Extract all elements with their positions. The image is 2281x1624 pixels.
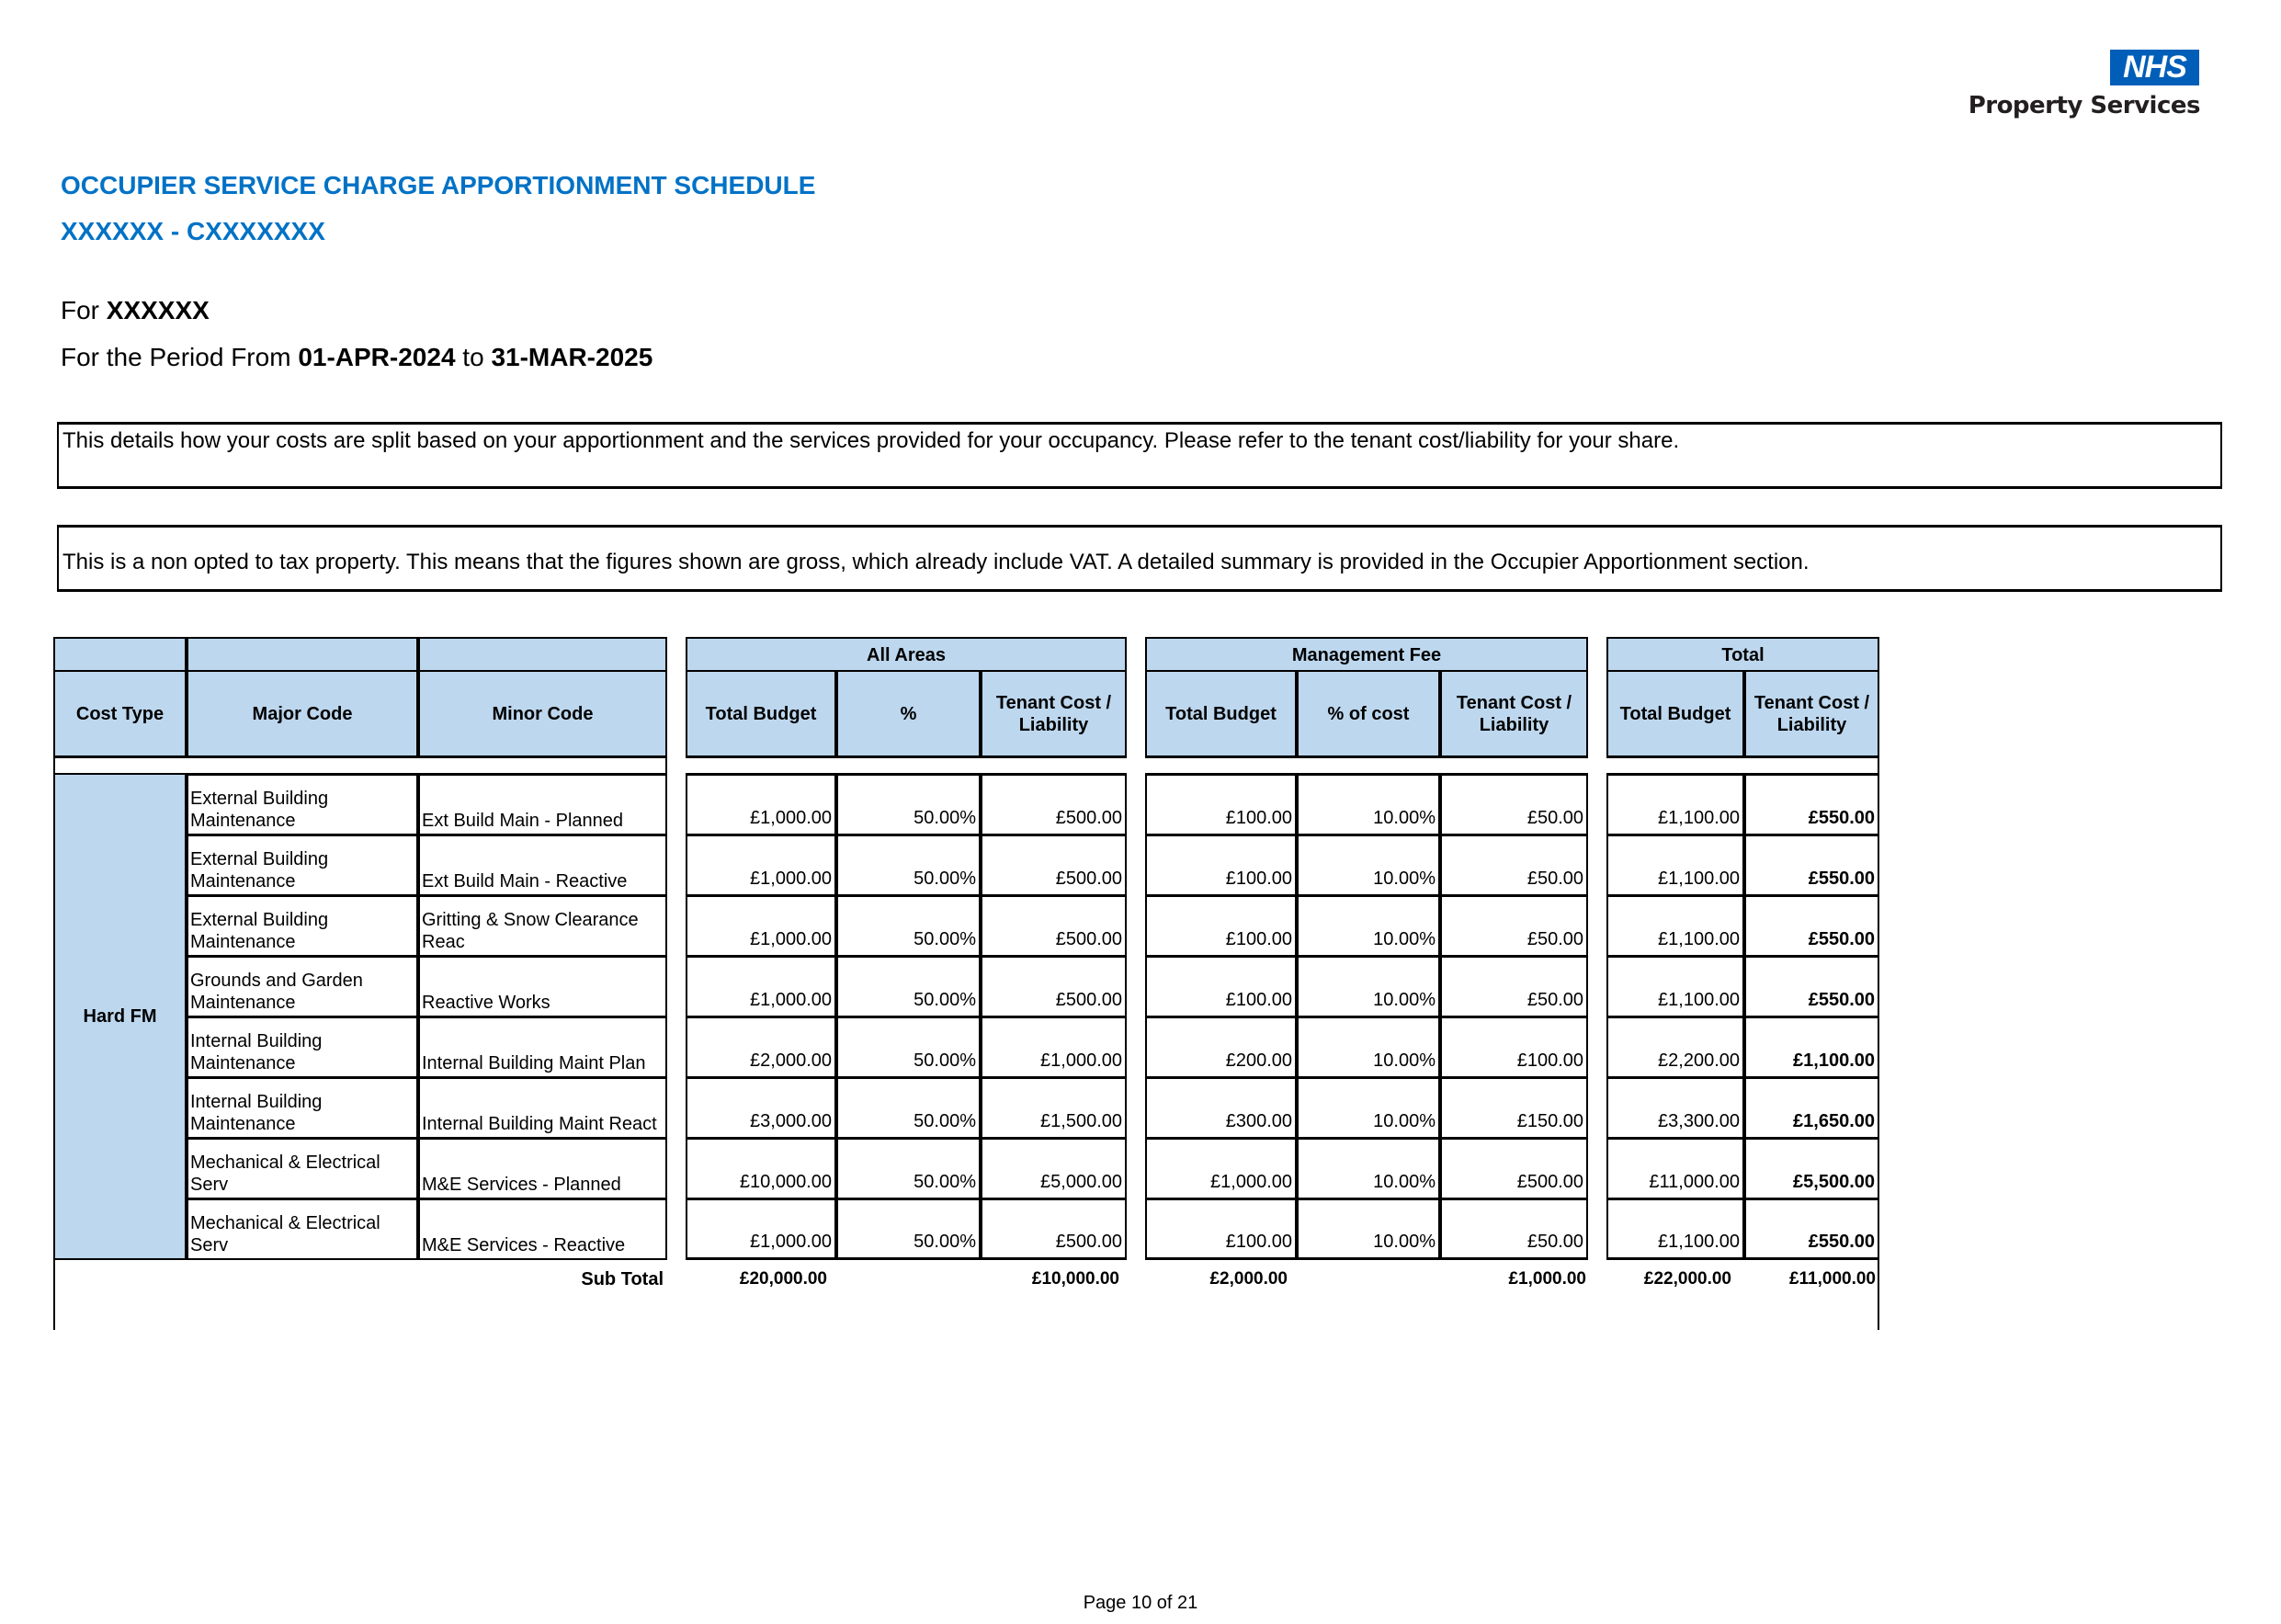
total-tenant-cost-cell: £550.00 — [1744, 834, 1879, 896]
column-header-mf-tenant-cost: Tenant Cost / Liability — [1440, 670, 1588, 758]
all-areas-total-budget-cell: £3,000.00 — [686, 1076, 836, 1139]
all-areas-percent-cell: 50.00% — [836, 834, 981, 896]
mgmt-fee-percent-cell: 10.00% — [1297, 834, 1440, 896]
period-from: 01-APR-2024 — [298, 343, 456, 371]
mgmt-fee-total-budget-cell: £100.00 — [1145, 834, 1297, 896]
mgmt-fee-tenant-cost-cell: £50.00 — [1440, 955, 1588, 1017]
subtotal-right-border — [1878, 1260, 1879, 1330]
major-code-cell: External Building Maintenance — [187, 894, 418, 957]
subtotal-all-areas-budget: £20,000.00 — [739, 1269, 827, 1289]
minor-code-cell: M&E Services - Planned — [418, 1137, 667, 1199]
mgmt-fee-tenant-cost-cell: £50.00 — [1440, 773, 1588, 835]
total-tenant-cost-cell: £550.00 — [1744, 894, 1879, 957]
mgmt-fee-total-budget-cell: £1,000.00 — [1145, 1137, 1297, 1199]
all-areas-total-budget-cell: £1,000.00 — [686, 955, 836, 1017]
all-areas-tenant-cost-cell: £500.00 — [981, 1198, 1127, 1260]
all-areas-tenant-cost-cell: £1,000.00 — [981, 1016, 1127, 1078]
total-budget-cell: £1,100.00 — [1606, 1198, 1744, 1260]
subtotal-total-budget: £22,000.00 — [1643, 1269, 1731, 1289]
all-areas-total-budget-cell: £1,000.00 — [686, 894, 836, 957]
mgmt-fee-percent-cell: 10.00% — [1297, 1016, 1440, 1078]
column-header-aa-percent: % — [836, 670, 981, 758]
total-budget-cell: £1,100.00 — [1606, 773, 1744, 835]
minor-code-cell: Internal Building Maint Plan — [418, 1016, 667, 1078]
all-areas-total-budget-cell: £1,000.00 — [686, 834, 836, 896]
total-tenant-cost-cell: £550.00 — [1744, 955, 1879, 1017]
major-code-cell: External Building Maintenance — [187, 773, 418, 835]
column-header-aa-tenant-cost: Tenant Cost / Liability — [981, 670, 1127, 758]
all-areas-total-budget-cell: £1,000.00 — [686, 773, 836, 835]
all-areas-tenant-cost-cell: £500.00 — [981, 834, 1127, 896]
mgmt-fee-tenant-cost-cell: £150.00 — [1440, 1076, 1588, 1139]
mgmt-fee-percent-cell: 10.00% — [1297, 1137, 1440, 1199]
column-header-minor-code: Minor Code — [418, 670, 667, 758]
for-label: For — [61, 296, 99, 324]
total-budget-cell: £2,200.00 — [1606, 1016, 1744, 1078]
info-note-vat: This is a non opted to tax property. This means that the figures shown are gross, which already include VAT. A detailed summary is provided in the Occupier Apportionment section. — [57, 525, 2222, 592]
mgmt-fee-total-budget-cell: £100.00 — [1145, 955, 1297, 1017]
for-value: XXXXXX — [106, 296, 210, 324]
minor-code-cell: Gritting & Snow Clearance Reac — [418, 894, 667, 957]
total-budget-cell: £11,000.00 — [1606, 1137, 1744, 1199]
all-areas-total-budget-cell: £2,000.00 — [686, 1016, 836, 1078]
total-tenant-cost-cell: £1,650.00 — [1744, 1076, 1879, 1139]
total-budget-cell: £3,300.00 — [1606, 1076, 1744, 1139]
all-areas-percent-cell: 50.00% — [836, 894, 981, 957]
minor-code-cell: M&E Services - Reactive — [418, 1198, 667, 1260]
minor-code-cell: Internal Building Maint React — [418, 1076, 667, 1139]
total-tenant-cost-cell: £5,500.00 — [1744, 1137, 1879, 1199]
logo-text: Property Services — [1968, 92, 2200, 119]
all-areas-tenant-cost-cell: £500.00 — [981, 894, 1127, 957]
major-code-cell: Internal Building Maintenance — [187, 1016, 418, 1078]
total-tenant-cost-cell: £550.00 — [1744, 773, 1879, 835]
major-code-cell: Mechanical & Electrical Serv — [187, 1198, 418, 1260]
all-areas-percent-cell: 50.00% — [836, 955, 981, 1017]
info-note-apportionment: This details how your costs are split based on your apportionment and the services provided for your occupancy. Please refer to the tenant cost/liability for your share. — [57, 422, 2222, 489]
all-areas-tenant-cost-cell: £1,500.00 — [981, 1076, 1127, 1139]
column-header-mf-percent-of-cost: % of cost — [1297, 670, 1440, 758]
mgmt-fee-total-budget-cell: £200.00 — [1145, 1016, 1297, 1078]
all-areas-tenant-cost-cell: £500.00 — [981, 955, 1127, 1017]
subtotal-all-areas-tenant: £10,000.00 — [1031, 1269, 1119, 1289]
mgmt-fee-total-budget-cell: £100.00 — [1145, 894, 1297, 957]
mgmt-fee-percent-cell: 10.00% — [1297, 955, 1440, 1017]
all-areas-tenant-cost-cell: £5,000.00 — [981, 1137, 1127, 1199]
mgmt-fee-percent-cell: 10.00% — [1297, 773, 1440, 835]
page-number: Page 10 of 21 — [1083, 1593, 1198, 1613]
major-code-cell: Mechanical & Electrical Serv — [187, 1137, 418, 1199]
minor-code-cell: Ext Build Main - Reactive — [418, 834, 667, 896]
all-areas-percent-cell: 50.00% — [836, 1016, 981, 1078]
major-code-cell: External Building Maintenance — [187, 834, 418, 896]
group-header-all-areas: All Areas — [686, 637, 1127, 674]
minor-code-cell: Reactive Works — [418, 955, 667, 1017]
column-header-aa-total-budget: Total Budget — [686, 670, 836, 758]
group-header-total: Total — [1606, 637, 1879, 674]
major-code-cell: Internal Building Maintenance — [187, 1076, 418, 1139]
mgmt-fee-tenant-cost-cell: £100.00 — [1440, 1016, 1588, 1078]
column-header-major-code: Major Code — [187, 670, 418, 758]
nhs-logo: NHS — [2110, 50, 2199, 85]
cost-type-cell: Hard FM — [53, 773, 187, 1260]
subtotal-label: Sub Total — [581, 1268, 664, 1289]
period-to: 31-MAR-2025 — [491, 343, 653, 371]
major-code-cell: Grounds and Garden Maintenance — [187, 955, 418, 1017]
total-budget-cell: £1,100.00 — [1606, 834, 1744, 896]
mgmt-fee-tenant-cost-cell: £500.00 — [1440, 1137, 1588, 1199]
header-blank-major — [187, 637, 418, 674]
period-label: For the Period From — [61, 343, 291, 371]
mgmt-fee-total-budget-cell: £100.00 — [1145, 1198, 1297, 1260]
mgmt-fee-percent-cell: 10.00% — [1297, 1198, 1440, 1260]
all-areas-percent-cell: 50.00% — [836, 1076, 981, 1139]
subtotal-mgmt-fee-budget: £2,000.00 — [1209, 1269, 1288, 1289]
header-blank-minor — [418, 637, 667, 674]
page-subtitle: XXXXXX - CXXXXXXX — [61, 217, 325, 245]
total-budget-cell: £1,100.00 — [1606, 894, 1744, 957]
mgmt-fee-tenant-cost-cell: £50.00 — [1440, 894, 1588, 957]
column-header-total-tenant-cost: Tenant Cost / Liability — [1744, 670, 1879, 758]
all-areas-tenant-cost-cell: £500.00 — [981, 773, 1127, 835]
spacer-edge — [1878, 758, 1879, 773]
column-header-cost-type: Cost Type — [53, 670, 187, 758]
period-line — [61, 343, 653, 372]
spacer-row — [53, 758, 667, 773]
all-areas-total-budget-cell: £10,000.00 — [686, 1137, 836, 1199]
total-budget-cell: £1,100.00 — [1606, 955, 1744, 1017]
header-blank-cost-type — [53, 637, 187, 674]
for-line — [61, 296, 210, 325]
page-title: OCCUPIER SERVICE CHARGE APPORTIONMENT SCHEDULE — [61, 171, 816, 199]
mgmt-fee-percent-cell: 10.00% — [1297, 894, 1440, 957]
total-tenant-cost-cell: £550.00 — [1744, 1198, 1879, 1260]
mgmt-fee-percent-cell: 10.00% — [1297, 1076, 1440, 1139]
mgmt-fee-tenant-cost-cell: £50.00 — [1440, 834, 1588, 896]
column-header-total-budget: Total Budget — [1606, 670, 1744, 758]
all-areas-percent-cell: 50.00% — [836, 773, 981, 835]
subtotal-mgmt-fee-tenant: £1,000.00 — [1508, 1269, 1586, 1289]
mgmt-fee-total-budget-cell: £300.00 — [1145, 1076, 1297, 1139]
total-tenant-cost-cell: £1,100.00 — [1744, 1016, 1879, 1078]
column-header-mf-total-budget: Total Budget — [1145, 670, 1297, 758]
mgmt-fee-tenant-cost-cell: £50.00 — [1440, 1198, 1588, 1260]
mgmt-fee-total-budget-cell: £100.00 — [1145, 773, 1297, 835]
all-areas-percent-cell: 50.00% — [836, 1137, 981, 1199]
subtotal-total-tenant: £11,000.00 — [1788, 1269, 1876, 1289]
period-to-label: to — [462, 343, 484, 371]
all-areas-percent-cell: 50.00% — [836, 1198, 981, 1260]
all-areas-total-budget-cell: £1,000.00 — [686, 1198, 836, 1260]
group-header-management-fee: Management Fee — [1145, 637, 1588, 674]
minor-code-cell: Ext Build Main - Planned — [418, 773, 667, 835]
